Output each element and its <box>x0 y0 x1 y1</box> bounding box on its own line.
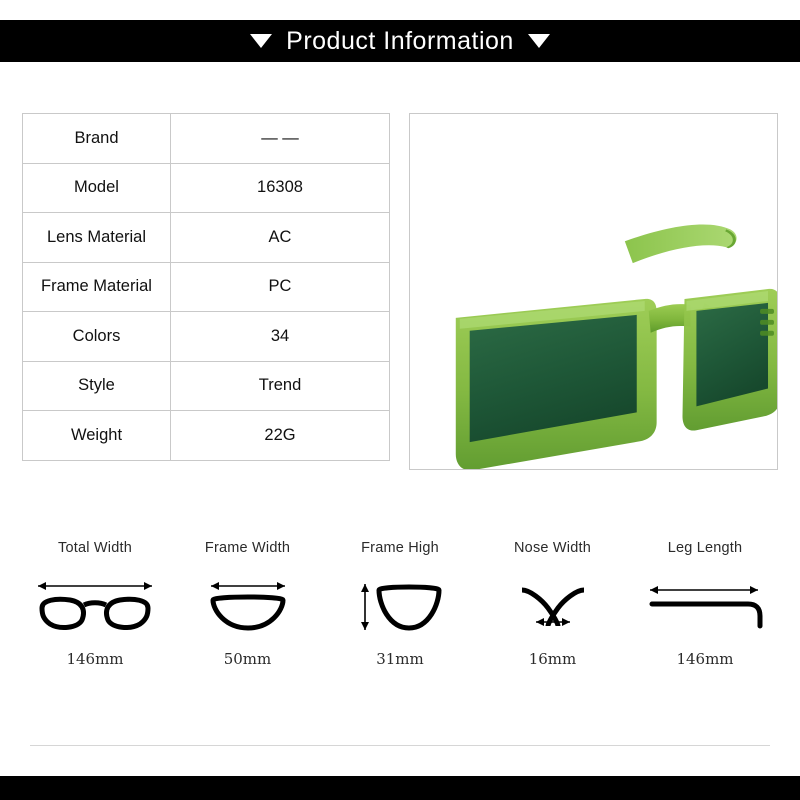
measurement-value: 146mm <box>676 650 734 668</box>
spec-value: Trend <box>171 361 390 411</box>
table-row <box>23 213 390 263</box>
measurement-frame-high <box>327 540 473 668</box>
page-header <box>0 20 800 62</box>
spec-label: Weight <box>23 411 171 461</box>
specification-table <box>22 113 390 461</box>
spec-label: Style <box>23 361 171 411</box>
spec-label: Colors <box>23 312 171 362</box>
table-row <box>23 312 390 362</box>
measurement-value: 16mm <box>528 650 577 668</box>
temple-arm-icon <box>632 568 778 646</box>
measurement-label: Leg Length <box>667 540 743 556</box>
measurement-value: 146mm <box>66 650 124 668</box>
table-row <box>23 411 390 461</box>
measurement-leg-length <box>632 540 778 668</box>
measurement-label: Nose Width <box>514 540 591 556</box>
spec-label: Lens Material <box>23 213 171 263</box>
spec-value: 22G <box>171 411 390 461</box>
single-lens-height-icon <box>327 568 473 646</box>
measurement-total-width <box>22 540 168 668</box>
footer-band <box>0 776 800 800</box>
spec-value: — — <box>171 114 390 164</box>
single-lens-width-icon <box>175 568 321 646</box>
table-row <box>23 262 390 312</box>
measurement-label: Total Width <box>58 540 132 556</box>
eyeglasses-front-icon <box>22 568 168 646</box>
spec-value: 34 <box>171 312 390 362</box>
measurement-nose-width <box>480 540 626 668</box>
triangle-down-icon-left <box>250 34 272 48</box>
spec-value: 16308 <box>171 163 390 213</box>
measurement-value: 31mm <box>376 650 424 668</box>
spec-label: Model <box>23 163 171 213</box>
divider <box>30 745 770 746</box>
spec-label: Frame Material <box>23 262 171 312</box>
spec-value: AC <box>171 213 390 263</box>
measurements-row <box>22 540 778 668</box>
page-title: Product Information <box>286 26 514 55</box>
triangle-down-icon-right <box>528 34 550 48</box>
measurement-frame-width <box>175 540 321 668</box>
table-row <box>23 114 390 164</box>
measurement-label: Frame Width <box>204 540 291 556</box>
measurement-value: 50mm <box>223 650 272 668</box>
nose-bridge-icon <box>480 568 626 646</box>
spec-value: PC <box>171 262 390 312</box>
table-row <box>23 163 390 213</box>
product-photo <box>409 113 778 470</box>
sunglasses-illustration <box>410 114 777 469</box>
spec-label: Brand <box>23 114 171 164</box>
measurement-label: Frame High <box>361 540 439 556</box>
table-row <box>23 361 390 411</box>
